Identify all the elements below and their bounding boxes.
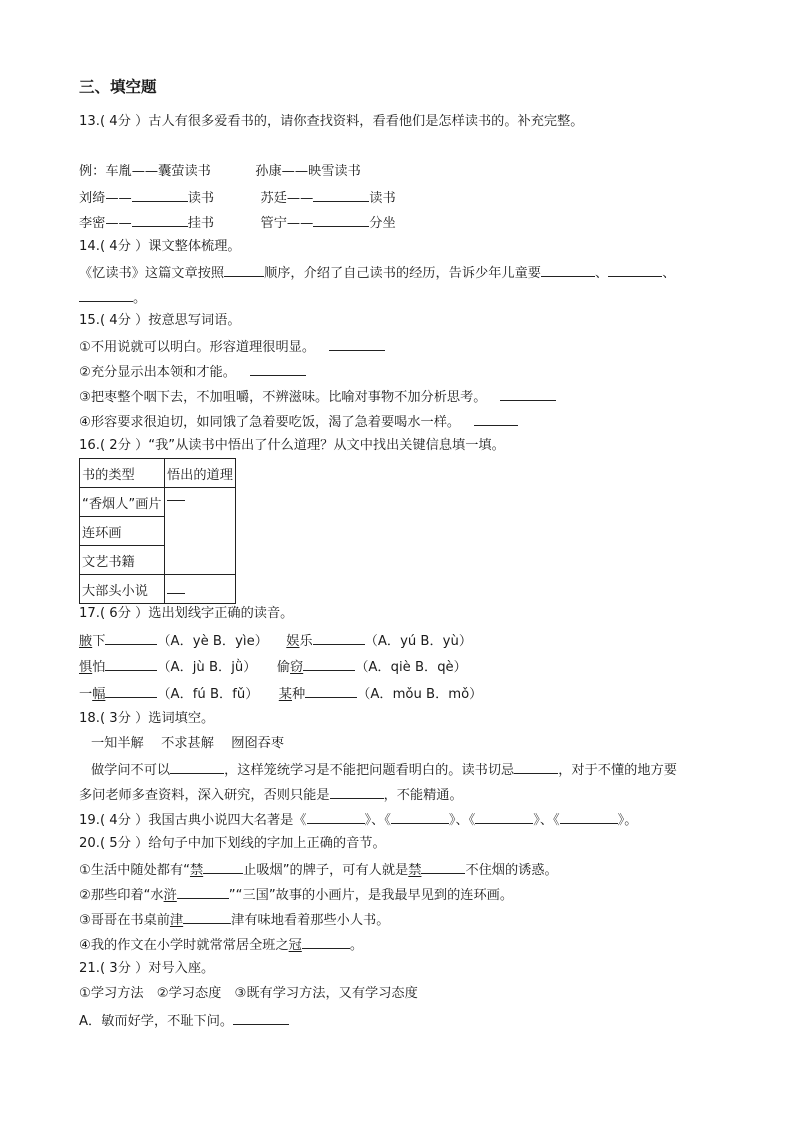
- q20-s1-underlined-2: 禁: [408, 863, 422, 878]
- q13-row2-b-tail: 分坐: [369, 216, 396, 231]
- q18-line-1: [91, 760, 677, 780]
- q13-row2-a-label: 李密——: [79, 216, 132, 231]
- q20-s2-underlined: 浒: [163, 888, 177, 903]
- q14-sep-1: 、: [595, 266, 609, 281]
- q14-line-2: [79, 288, 146, 308]
- q18-blank-2[interactable]: [514, 760, 558, 774]
- q16-row-4: 大部头小说: [80, 575, 165, 604]
- q16-answer-1[interactable]: [165, 488, 236, 575]
- q14-blank-2[interactable]: [541, 263, 595, 277]
- q19-blank-4[interactable]: [560, 810, 618, 824]
- q17-b1-options: （A．yú B．yù）: [364, 634, 473, 649]
- q14-blank-4[interactable]: [79, 288, 133, 302]
- q14-line-1: [79, 263, 675, 283]
- q13-row1-b-tail: 读书: [369, 191, 396, 206]
- q21-item-a-text: A．敏而好学，不耻下问。: [79, 1014, 234, 1029]
- q17-b3-char: 种: [291, 687, 306, 702]
- q20-sentence-2: [79, 885, 513, 905]
- q20-s4-text-b: 。: [349, 938, 364, 953]
- q19-blank-2[interactable]: [391, 810, 449, 824]
- q17-a2-char: 怕: [92, 660, 106, 675]
- q18-text-1: 做学问不可以: [91, 763, 171, 778]
- q21-options: ①学习方法 ②学习态度 ③既有学习方法，又有学习态度: [79, 986, 418, 1001]
- question-17-heading: 17.( 6分 ）选出划线字正确的读音。: [79, 606, 294, 621]
- q13-row1-a-label: 刘绮——: [79, 191, 132, 206]
- q15-blank-3[interactable]: [500, 387, 556, 401]
- q13-example-line: [79, 163, 361, 181]
- q15-blank-2[interactable]: [250, 362, 306, 376]
- q15-item-1: [79, 337, 385, 357]
- q20-s2-text-b: ”“三国”故事的小画片，是我最早见到的连环画。: [228, 888, 514, 903]
- question-20-heading: 20.( 5分 ）给句子中加下划线的字加上正确的音节。: [79, 836, 386, 851]
- q20-blank-4[interactable]: [183, 910, 231, 924]
- q17-a3-options: （A．fú B．fǔ）: [157, 687, 259, 702]
- q14-end: 。: [133, 291, 147, 306]
- q13-example-b: 孙康——映雪读书: [255, 164, 361, 179]
- q16-header-type: 书的类型: [80, 459, 165, 488]
- q20-s4-underlined: 冠: [288, 938, 302, 953]
- q17-a2-options: （A．jù B．jǜ）: [157, 660, 257, 675]
- q15-blank-4[interactable]: [474, 412, 518, 426]
- q17-b2-char: 偷: [276, 660, 291, 675]
- q13-blank-1[interactable]: [132, 188, 188, 202]
- q20-blank-5[interactable]: [302, 935, 350, 949]
- q20-s1-underlined-1: 禁: [189, 863, 204, 878]
- q13-row2-a-tail: 挂书: [187, 216, 215, 231]
- q13-row2-b-label: 管宁——: [260, 216, 314, 231]
- question-16-heading: 16.( 2分 ）“我”从读书中悟出了什么道理？从文中找出关键信息填一填。: [79, 438, 505, 453]
- q17-b3-underlined: 某: [278, 687, 292, 702]
- q20-s3-text-b: 津有味地看着那些小人书。: [231, 913, 390, 928]
- q14-text-1: 《忆读书》这篇文章按照: [79, 266, 225, 281]
- q18-word-bank: 一知半解 不求甚解 囫囵吞枣: [91, 736, 285, 751]
- q17-b1-underlined: 娱: [286, 634, 300, 649]
- q15-item-2-text: ②充分显示出本领和才能。: [79, 365, 236, 380]
- q13-blank-3[interactable]: [132, 213, 188, 227]
- question-21-heading: 21.( 3分 ）对号入座。: [79, 961, 215, 976]
- q20-s2-text-a: ②那些印着“水: [79, 888, 164, 903]
- q21-blank-a[interactable]: [233, 1011, 289, 1025]
- q16-answer-2[interactable]: [165, 575, 236, 604]
- q17-a3-char: 一: [79, 687, 93, 702]
- q15-item-4: [79, 412, 518, 432]
- section-title: 三、填空题: [79, 78, 157, 96]
- question-19-line: [79, 810, 637, 830]
- q18-blank-1[interactable]: [170, 760, 224, 774]
- q19-end: 》。: [617, 813, 638, 828]
- q20-blank-3[interactable]: [177, 885, 229, 899]
- q14-blank-1[interactable]: [224, 263, 264, 277]
- q13-blank-2[interactable]: [313, 188, 369, 202]
- q18-blank-3[interactable]: [330, 785, 384, 799]
- question-14-heading: 14.( 4分 ）课文整体梳理。: [79, 239, 241, 254]
- q21-item-a: [79, 1011, 289, 1031]
- q18-text-2: ，这样笼统学习是不能把问题看明白的。读书切忌: [224, 763, 515, 778]
- q13-row-2: [79, 213, 396, 233]
- q19-heading: 19.( 4分 ）我国古典小说四大名著是《: [79, 813, 307, 828]
- q17-row-2: [79, 657, 467, 677]
- q20-blank-2[interactable]: [421, 860, 465, 874]
- q17-b3-options: （A．mǒu B．mǒ）: [357, 687, 483, 702]
- question-13-heading: 13.( 4分 ）古人有很多爱看书的，请你查找资料，看看他们是怎样读书的。补充完整。: [79, 114, 584, 129]
- q18-line-2: [79, 785, 463, 805]
- q15-blank-1[interactable]: [329, 337, 385, 351]
- q15-item-1-text: ①不用说就可以明白。形容道理很明显。: [79, 340, 316, 355]
- q19-sep-1: 》、《: [364, 813, 391, 828]
- q18-text-5: ，不能精通。: [383, 788, 463, 803]
- q17-a1-char: 下: [92, 634, 106, 649]
- q17-a1-underlined: 腋: [79, 634, 93, 649]
- question-15-heading: 15.( 4分 ）按意思写词语。: [79, 313, 241, 328]
- q14-sep-2: 、: [662, 266, 676, 281]
- q17-blank-1[interactable]: [105, 631, 157, 645]
- q20-blank-1[interactable]: [203, 860, 243, 874]
- q17-a2-underlined: 惧: [79, 660, 93, 675]
- q17-blank-3[interactable]: [105, 657, 157, 671]
- q19-sep-3: 》、《: [533, 813, 560, 828]
- q17-b2-options: （A．qiè B．qè）: [355, 660, 467, 675]
- q19-blank-1[interactable]: [307, 810, 365, 824]
- q17-blank-4[interactable]: [303, 657, 355, 671]
- q19-sep-2: 》、《: [448, 813, 476, 828]
- q13-example-a: 例：车胤——囊萤读书: [79, 164, 211, 179]
- q13-row1-b-label: 苏廷——: [260, 191, 314, 206]
- q20-s1-text-b: 止吸烟”的牌子，可有人就是: [243, 863, 409, 878]
- q20-sentence-4: [79, 935, 363, 955]
- q20-s4-text-a: ④我的作文在小学时就常常居全班之: [79, 938, 289, 953]
- q16-table: [79, 458, 236, 604]
- q18-text-3: ，对于不懂的地方要: [558, 763, 677, 778]
- q15-item-3: [79, 387, 556, 407]
- q20-s1-text-a: ①生活中随处都有“: [79, 863, 190, 878]
- q16-header-lesson: 悟出的道理: [165, 459, 236, 488]
- q13-row1-a-tail: 读书: [187, 191, 215, 206]
- q17-a1-options: （A．yè B．yìe）: [157, 634, 268, 649]
- q17-row-1: [79, 631, 472, 651]
- question-18-heading: 18.( 3分 ）选词填空。: [79, 711, 215, 726]
- q16-row-2: 连环画: [80, 517, 165, 546]
- q15-item-3-text: ③把枣整个咽下去，不加咀嚼，不辨滋味。比喻对事物不加分析思考。: [79, 390, 487, 405]
- q20-s1-text-c: 不住烟的诱惑。: [465, 863, 558, 878]
- q13-blank-4[interactable]: [313, 213, 369, 227]
- q14-text-2: 顺序，介绍了自己读书的经历，告诉少年儿童要: [264, 266, 541, 281]
- q20-s3-text-a: ③哥哥在书桌前: [79, 913, 170, 928]
- q20-sentence-3: [79, 910, 389, 930]
- q15-item-2: [79, 362, 306, 382]
- q15-item-4-text: ④形容要求很迫切，如同饿了急着要吃饭，渴了急着要喝水一样。: [79, 415, 461, 430]
- q17-blank-2[interactable]: [313, 631, 365, 645]
- q17-b2-underlined: 窃: [290, 660, 304, 675]
- q17-b1-char: 乐: [299, 634, 313, 649]
- q20-sentence-1: [79, 860, 558, 880]
- q17-a3-underlined: 幅: [92, 687, 106, 702]
- q18-text-4: 多问老师多查资料，深入研究，否则只能是: [79, 788, 330, 803]
- q16-row-1: “香烟人”画片: [80, 488, 165, 517]
- q17-row-3: [79, 684, 482, 704]
- q20-s3-underlined: 津: [169, 913, 184, 928]
- q14-blank-3[interactable]: [608, 263, 662, 277]
- q13-row-1: [79, 188, 396, 208]
- q19-blank-3[interactable]: [475, 810, 533, 824]
- q17-blank-6[interactable]: [305, 684, 357, 698]
- q16-row-3: 文艺书籍: [80, 546, 165, 575]
- q17-blank-5[interactable]: [105, 684, 157, 698]
